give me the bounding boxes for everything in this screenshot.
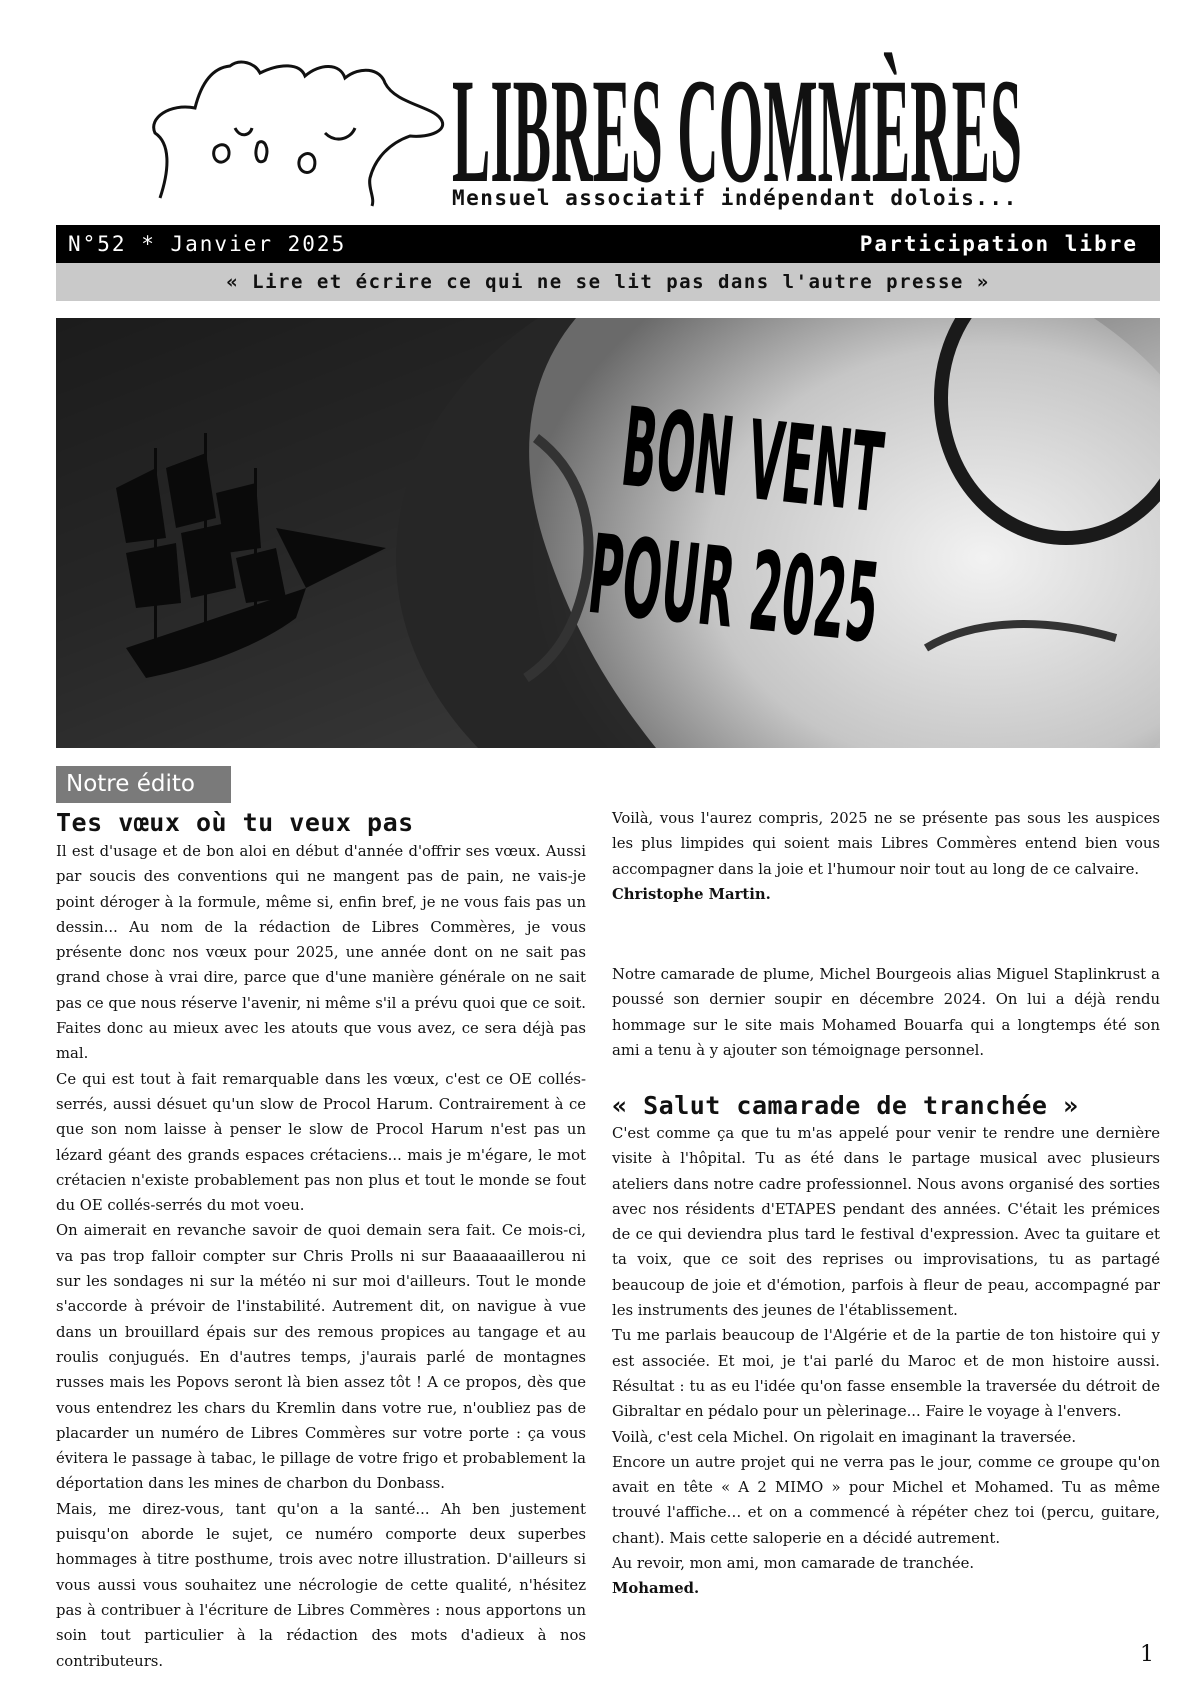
tribute-paragraph: Encore un autre projet qui ne verra pas le jour, comme ce groupe qu'on avait en tête « A 2 MIMO » pour Michel et Mohamed. Tu as même trouvé l'affiche… et on a commencé à répéter chez toi (percu, guitare, chant). Mais cette saloperie en a décidé autrement. bbox=[612, 1453, 1160, 1547]
edito-paragraph: Mais, me direz-vous, tant qu'on a la santé... Ah ben justement puisqu'on aborde le sujet, ce numéro comporte deux superbes hommages à titre posthume, trois avec notre illustration. D'ailleurs si vous aussi vous souhaitez une nécrologie de cette qualité, n'hésitez pas à contribuer à l'écriture de Libres Commères : nous apportons un soin tout particulier à la rédaction des mots d'adieux à nos contributeurs. bbox=[56, 1500, 586, 1670]
tribute-body bbox=[612, 1121, 1160, 1602]
motto: « Lire et écrire ce qui ne se lit pas dans l'autre presse » bbox=[56, 263, 1160, 301]
tribute-paragraph: Tu me parlais beaucoup de l'Algérie et de la partie de ton histoire qui y est associée. Et moi, je t'ai parlé du Maroc et de mon histoire aussi. Résultat : tu as eu l'idée qu'on fasse ensemble la traversée du détroit de Gibraltar en pédalo pour un pèlerinage... Faire le voyage à l'envers. bbox=[612, 1327, 1160, 1421]
tribute-paragraph: C'est comme ça que tu m'as appelé pour venir te rendre une dernière visite à l'hôpital. Tu as été dans le partage musical avec plusieurs ateliers dans notre cadre professionnel. Nous avons organisé des sorties avec nos résidents d'ETAPES pendant des années. C'était les prémices de ce qui deviendra plus tard le festival d'expression. Avec ta guitare et ta voix, que ce soit des reprises ou improvisations, tu as partagé beaucoup de joie et d'émotion, parfois à fleur de peau, accompagné par les instruments des jeunes de l'établissement. bbox=[612, 1125, 1160, 1320]
edito-continuation bbox=[612, 806, 1160, 907]
issue-number: N°52 * Janvier 2025 bbox=[68, 232, 347, 256]
masthead-title-text: LIBRES COMMÈRES bbox=[452, 48, 1022, 196]
edito-title: Tes vœux où tu veux pas bbox=[56, 808, 414, 837]
hero-image bbox=[56, 318, 1160, 748]
masthead-logo bbox=[140, 48, 460, 208]
issue-bar bbox=[56, 225, 1160, 263]
masthead-title bbox=[452, 46, 1022, 196]
edito-body bbox=[56, 839, 586, 1674]
hero-headline-line1: BON VENT bbox=[616, 383, 1112, 561]
tribute-signature: Mohamed. bbox=[612, 1580, 700, 1598]
price-label: Participation libre bbox=[859, 232, 1138, 256]
section-label: Notre édito bbox=[56, 766, 231, 803]
hero-illustration bbox=[56, 318, 1160, 748]
edito-paragraph: Il est d'usage et de bon aloi en début d'année d'offrir ses vœux. Aussi par soucis des conventions qui ne mangent pas de pain, ne vais-je point déroger à la formule, même si, enfin bref, je ne vous fais pas un dessin... Au nom de la rédaction de Libres Commères, je vous présente donc nos vœux pour 2025, une année dont on ne sait pas grand chose à vrai dire, parce que d'une manière générale on ne sait pas ce que nous réserve l'avenir, ni même s'il a prévu quoi que ce soit. Faites donc au mieux avec les atouts que vous avez, ce sera déjà pas mal. bbox=[56, 843, 586, 1063]
edito-paragraph: Ce qui est tout à fait remarquable dans les vœux, c'est ce OE collés-serrés, aussi désuet qu'un slow de Procol Harum. Contrairement à ce que son nom laisse à penser le slow de Procol Harum n'est pas un lézard géant des grands espaces crétaciens... mais je m'égare, le mot crétacien n'existe probablement pas non plus et tout le monde se fout du OE collés-serrés du mot voeu. bbox=[56, 1070, 586, 1215]
page-number: 1 bbox=[1140, 1642, 1154, 1667]
edito-paragraph: Voilà, vous l'aurez compris, 2025 ne se présente pas sous les auspices les plus limpides qui soient mais Libres Commères entend bien vous accompagner dans la joie et l'humour noir tout au long de ce calvaire. bbox=[612, 810, 1160, 878]
tribute-title: « Salut camarade de tranchée » bbox=[612, 1091, 1079, 1120]
tribute-paragraph: Voilà, c'est cela Michel. On rigolait en imaginant la traversée. bbox=[612, 1428, 1077, 1446]
tribute-intro bbox=[612, 962, 1160, 1063]
edito-paragraph: On aimerait en revanche savoir de quoi demain sera fait. Ce mois-ci, va pas trop falloir compter sur Chris Prolls ni sur Baaaaaaillerou ni sur les sondages ni sur la météo ni sur moi d'ailleurs. Tout le monde s'accorde à prévoir de l'instabilité. Autrement dit, on navigue à vue dans un brouillard épais sur des remous propices au tangage et au roulis conjugués. En d'autres temps, j'aurais parlé de montagnes russes mais les Popovs seront là bien assez tôt ! A ce propos, dès que vous entendrez les chars du Kremlin dans votre rue, n'oubliez pas de placarder un numéro de Libres Commères sur votre porte : ça vous évitera le passage à tabac, le pillage de votre frigo et probablement la déportation dans les mines de charbon du Donbass. bbox=[56, 1222, 586, 1493]
tagline: Mensuel associatif indépendant dolois... bbox=[452, 186, 1018, 210]
intro-paragraph: Notre camarade de plume, Michel Bourgeois alias Miguel Staplinkrust a poussé son dernier soupir en décembre 2024. On lui a déjà rendu hommage sur le site mais Mohamed Bouarfa qui a longtemps été son ami a tenu à y ajouter son témoignage personnel. bbox=[612, 966, 1160, 1059]
edito-signature: Christophe Martin. bbox=[612, 885, 771, 903]
hero-headline-line2: POUR 2025 bbox=[582, 511, 1123, 693]
tribute-paragraph: Au revoir, mon ami, mon camarade de tranchée. bbox=[612, 1555, 975, 1573]
